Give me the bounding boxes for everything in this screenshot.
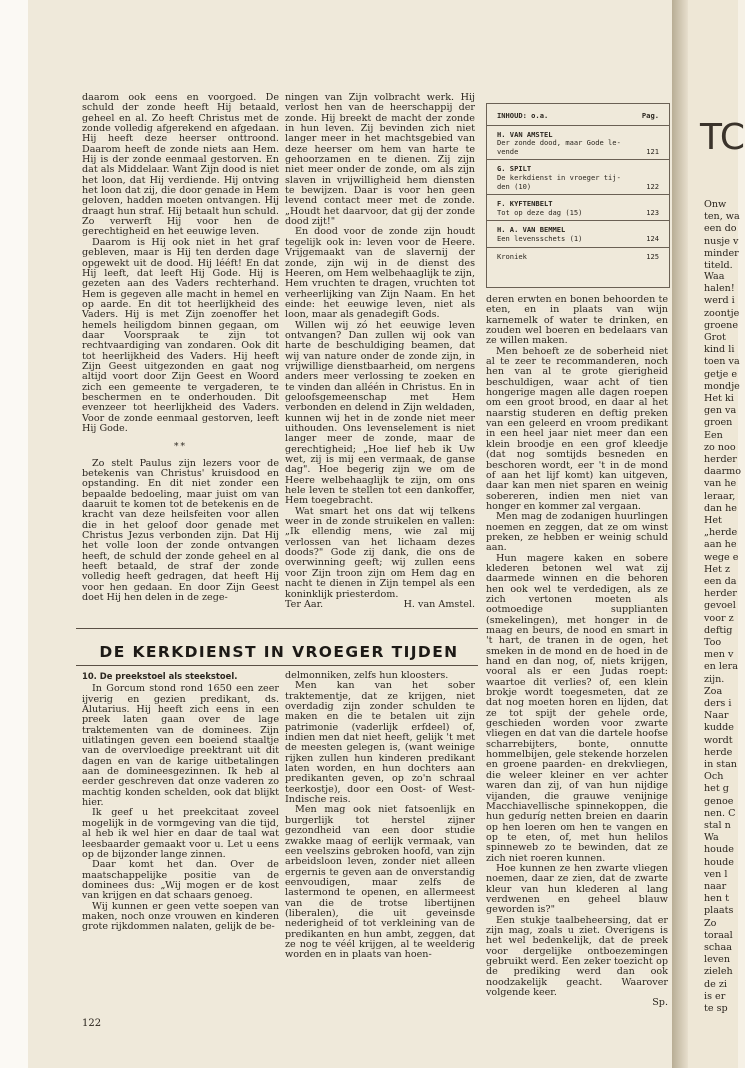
toc-author: H. A. VAN BEMMEL [497,225,566,235]
next-page-line: hen t [704,893,729,905]
next-page-line: naar [704,881,727,892]
next-page-line: Zoa [704,685,723,697]
paragraph: En dood voor de zonde zijn houdt tegelijk ook in: leven voor de Heere. Vrijgemaakt van de slavernij der zonde, zijn wij in de dienst des Heeren, om Hem welbehaaglijk te zijn, Hem vruchten te dragen, vruchten tot verheerlijking van Zijn Naam. En het einde: het eeuwige leven, niet als loon, maar als genadegift Gods. [285,226,475,321]
next-page-line: wordt [704,734,733,746]
toc-heading: INHOUD: o.a. [497,111,549,120]
next-page-line: is er [704,990,726,1002]
next-page-line: Het ki [704,393,734,404]
next-page-line: ders i [704,698,732,709]
next-page-line: Wa [704,832,719,844]
toc-row [497,235,659,244]
next-page-line: zijn. [704,673,725,685]
next-page-line: deftig [704,624,733,636]
rule-top [76,628,478,629]
next-page-line: mondje [704,380,740,392]
paragraph: Een stukje taalbeheersing, dat er zijn mag, zoals u ziet. Overigens is het wel bedenkelijk, dat de preek voor dergelijke ontboezemingen gebruikt werd. Een zeker toezicht op de prediking werd dan ook noodzakelijk geacht. Waarover volgende keer. [486,914,668,999]
left-column [82,93,279,604]
toc-row [497,183,659,192]
next-page-line: plaats [704,905,734,917]
next-page-line: genoe [704,795,734,807]
page-gutter [672,0,688,1068]
toc-page: 125 [646,251,659,261]
paragraph: Hun magere kaken en sobere klederen betonen wel wat zij daarmede winnen en die behoren hen ook wel te verdedigen, als ze zich vertonen moeten als ootmoedige supplianten (smekelingen), met honger in de maag en beurs, de nood en smart in 't hart, de tranen in de ogen, het smeken in de mond en de hoed in de hand en dan nog, of, niets krijgen, vooral als er een Judas roept: waartoe dit verlies? of, een klein brokje wordt toegesmeten, dat ze dat nog moeten horen en lijden, dat ze tot spijt der gehele orde, geschieden worden voor zwarte vliegen en dat van die dartele hoofse scharrebijters, bonte, onnutte hommelbijen, gele stekende horzelen en groene paarden- en drekvliegen, die weleer kleiner en ver achter waren dan zij, of van hun nijdige vijanden, die grauwe venijnige Macchiavellische spinnekoppen, die hun geduríg netten breien en daarin op hen loeren om hen te vangen en op te eten, of, met hun helilos spinneweb zo te bewinden, dat ze zich niet roeren kunnen. [486,552,668,864]
middle-column [285,93,475,610]
next-page-line: de zi [704,978,727,990]
toc-page-heading: Pag. [641,111,659,120]
signature-author: H. van Amstel. [403,598,475,610]
next-page-line: en lera [704,661,738,673]
toc-author: G. SPILT [497,164,532,174]
next-page-line: leven [704,954,731,966]
paragraph: Hoe kunnen ze hen zwarte vliegen noemen, daar ze zien, dat de zwarte kleur van hun klederen al lang verdwenen en geheel blauw geworden is?" [486,862,668,916]
next-page-line: voor z [704,612,734,624]
toc-entry [487,160,669,195]
next-page-line: herde [704,746,733,758]
article-column-1 [82,671,279,933]
toc-title-end: vende [497,146,519,156]
next-page-line: daarmo [704,466,742,478]
next-page-line: groene [704,319,739,331]
article-subheading: 10. De preekstoel als steekstoel. [82,671,238,681]
next-page-line: Och [704,771,724,783]
next-page-line: een da [704,576,737,587]
next-page-line: ven l [704,868,728,880]
paragraph: deren erwten en bonen behoorden te eten, en in plaats van wijn karnemelk of water te drinken, en zouden wel boeren en bedelaars van ze willen maken. [486,294,668,347]
next-page-line: Het z [704,563,731,575]
next-page-line: Een [704,429,723,441]
toc-header [487,104,669,126]
next-page-line: zo noo [704,441,736,453]
next-page-line: zoontje [704,307,740,319]
paragraph: daarom ook eens en voorgoed. De schuld der zonde heeft Hij betaald, geheel en al. Zo heeft Christus met de zonde volledig afgerekend en afgedaan. Hij heeft deze heerser onttroond. Daarom heeft de zonde niets aan Hem. Hij is der zonde eenmaal gestorven. En dat als Middelaar. Want Zijn dood is niet het loon, dat Hij verdiende. Hij ontving het loon dat zij, die door genade in Hem geloven, hadden moeten ontvangen. Hij draagt hun straf. Hij betaalt hun schuld. Zo verwerft Hij voor hen de gerechtigheid en het eeuwige leven. [82,92,279,238]
scan-margin [0,0,28,1068]
next-page-line: wege e [704,551,739,563]
next-page-line: Zo [704,917,717,929]
next-page-line: het g [704,783,729,795]
rule-bottom [76,665,478,666]
paragraph: Men behoeft ze de soberheid niet al te zeer te recommanderen, noch hen van al te grote gierigheid beschuldigen, waar acht of tien hongerige magen alle dagen roepen om een groot brood, en daar al het naarstig studeren en deftig preken van een geleerd en vroom predikant in een heel jaar niet meer dan een klein broodje en een grof kleedje (dat nog somtijds besneden en beschoren wordt, eer 't in de mond of aan het lijf komt) kan uitgeven, daar kan men niet sparen en weinig sobereren, indien men niet van honger en kommer zal vergaan. [486,345,668,512]
toc-title-end: Tot op deze dag (15) [497,207,583,217]
table-of-contents [486,103,670,288]
toc-row [497,253,659,262]
paragraph: Willen wij zó het eeuwige leven ontvangen? Dan zullen wij ook van harte de beschuldiging beamen, dat wij van nature onder de zonde zijn, in vrijwillige dienstbaarheid, om nergens anders meer verlossing te zoeken en te vinden dan alléén in Christus. En in geloofsgemeenschap met Hem verbonden en delend in Zijn weldaden, kunnen wij het in de zonde niet meer uithouden. Ons levenselement is niet langer meer de zonde, maar de gerechtigheid; „Hoe lief heb ik Uw wet, zij is mij een vermaak, de ganse dag". Hoe begerig zijn we om de Heere welbehaaglijk te zijn, om ons hele leven te stellen tot een dankoffer, Hem toegebracht. [285,319,475,507]
paragraph: In Gorcum stond rond 1650 een zeer ijverig en gezien predikant, ds. Alutarius. Hij heeft zich eens in een preek laten gaan over de lage traktementen van de dominees. Zijn uitlatingen geven een boeiend staaltje van de overvloedige preektrant uit dit dagen en van de karige uitbetalingen aan de domineesgezinnen. Ik heb al eerder geschreven dat onze vaderen zo machtig konden schelden, ook dat blijkt hier. [82,683,279,809]
next-page-line: men v [704,649,734,661]
toc-row [497,209,659,218]
signature-place: Ter Aar. [285,598,324,610]
next-page-line: getje e [704,368,738,380]
article-column-2 [285,671,475,961]
next-page-line: toraal [704,929,733,941]
next-page-line: stal n [704,820,731,831]
paragraph: Daarom is Hij ook niet in het graf gebleven, maar is Hij ten derden dage opgewekt uit de dood. Hij lééft! En dat Hij leeft, dat leeft Hij Gode. Hij is gezeten aan des Vaders rechterhand. Hem is gegeven alle macht in hemel en op aarde. En dit tot heerlijkheid des Vaders. Hij is met Zijn zoenoffer het hemels heiligdom binnen gegaan, om daar Voorspraak te zijn tot rechtvaardiging van zondaren. Ook dit tot heerlijkheid des Vaders. Hij heeft Zijn Geest uitgezonden en gaat nog altijd voort door Zijn Geest en Woord zich een gemeente te vergaderen, te beschermen en te onderhouden. Dit evenzeer tot heerlijkheid des Vaders. Voor de zonde eenmaal gestorven, leeft Hij Gode. [82,236,279,434]
toc-title-end: Een levensschets (1) [497,233,583,243]
next-page-line: dan he [704,502,737,514]
paragraph: Men kan van het sober traktementje, dat ze krijgen, niet overdadig zijn zonder schulden te maken en die te betalen uit zijn patrimonie (vaderlijk erfdeel) of, indien men dat niet heeft, gelijk 't met de meesten gelegen is, (want weinige rijken zullen hun kinderen predikant laten worden, en hun dochters aan predikanten geven, op zo'n schraal teerkostje), door een Oost- of West-Indische reis. [285,680,475,806]
section-separator: ** [174,442,187,453]
toc-author: H. VAN AMSTEL [497,129,553,139]
toc-page: 121 [646,146,659,156]
next-page-line: Waa [704,271,725,282]
next-page-line: herder [704,588,737,600]
next-page-line: aan he [704,539,737,551]
toc-entry [487,126,669,161]
next-page-line: Onw [704,199,727,210]
next-page-line: leraar, [704,490,736,502]
toc-title-line: De kerkdienst in vroeger tij- [497,172,621,182]
next-page-line: houde [704,856,734,868]
next-page-line: titeld. [704,260,733,271]
toc-page: 122 [646,181,659,191]
next-page-line: Too [704,637,722,648]
next-page-line: Het [704,515,722,526]
paragraph: ningen van Zijn volbracht werk. Hij verlost hen van de heerschappij der zonde. Hij breekt de macht der zonde in hun leven. Zij bevinden zich niet langer meer in het machtsgebied van deze heerser om hem van harte te gehoorzamen en te dienen. Zij zijn niet meer onder de zonde, om als zijn slaven in vrijwilligheid hem diensten te bewijzen. Daar is voor hen geen levend contact meer met de zonde. „Houdt het daarvoor, dat gij der zonde dood zijt!" [285,92,475,228]
next-page-line: houde [704,844,734,856]
next-page-line: schaa [704,942,732,953]
next-page-line: werd i [704,295,735,307]
next-page-line: toen va [704,356,740,368]
next-page-title: TC [700,117,745,158]
next-page-line: groen [704,417,733,429]
next-page-line: van he [704,478,737,490]
next-page-line: in stan [704,759,737,770]
paragraph: Men mag ook niet fatsoenlijk en burgerlijk tot herstel zijner gezondheid van een door studie zwakke maag of eerlijk vermaak, van een veelszins gebroken hoofd, van zijn arbeidsloon leven, zonder niet alleen ergernis te geven aan de onverstandig eenvoudigen, maar zelfs de lastermond te openen, en allermeest van die de trotse libertijnen (liberalen), die uit geveinsde nederigheid of tot verkleining van de predikanten en hun ambt, zeggen, dat ze nog te véél krijgen, al te weelderig worden en in plaats van hoen- [285,804,475,961]
toc-row [497,148,659,157]
toc-author: F. KYFTENBELT [497,199,553,209]
paragraph: Men mag de zodanigen huurlingen noemen en zeggen, dat ze om winst preken, ze hebben er weinig schuld aan. [486,511,668,554]
signature [285,600,475,610]
paragraph: Wat smart het ons dat wij telkens weer in de zonde struikelen en vallen: „Ik ellendig mens, wie zal mij verlossen van het lichaam dezes doods?" Gode zij dank, die ons de overwinning geeft; wij zullen eens voor Zijn troon zijn om Hem dag en nacht te dienen in Zijn tempel als een koninklijk priesterdom. [285,505,475,600]
next-page-line: te sp [704,1003,728,1014]
paragraph: Daar komt het dan. Over de maatschappelijke positie van de dominees dus: „Wij mogen er de kost van krijgen en dat schaars genoeg. [82,859,279,902]
toc-title-line: Der zonde dood, maar Gode le- [497,138,621,148]
toc-title-end: Kroniek [497,251,527,261]
paragraph: Ik geef u het preekcitaat zoveel mogelijk in de vormgeving van die tijd, al heb ik wel hier en daar de taal wat leesbaarder gemaakt voor u. Let u eens op de bijzonder lange zinnen. [82,807,279,860]
next-page-line: gen va [704,405,737,417]
next-page-line: gevoel [704,600,736,612]
toc-page: 123 [646,207,659,217]
next-page-line: „herde [704,527,738,539]
next-page-line: kudde [704,722,734,734]
signature: Sp. [652,997,668,1009]
next-page-line: halen! [704,283,735,295]
next-page-line: een do [704,223,737,235]
article-headline: DE KERKDIENST IN VROEGER TIJDEN [99,643,459,661]
next-page-line: ten, wa [704,211,740,223]
toc-entry [487,221,669,247]
next-page-line: kind li [704,344,735,356]
paragraph: Zo stelt Paulus zijn lezers voor de betekenis van Christus' kruisdood en opstanding. En dit niet zonder een bepaalde bedoeling, maar juist om van daaruit te komen tot de betekenis en de kracht van deze heilsfeiten voor allen die in het geloof door genade met Christus Jezus verbonden zijn. Dat Hij het volle loon der zonde ontvangen heeft, de schuld der zonde geheel en al heeft betaald, de straf der zonde volledig heeft gedragen, dat heeft Hij voor hen gedaan. En door Zijn Geest doet Hij hen delen in de zege- [82,457,279,604]
toc-title-end: den (10) [497,181,532,191]
toc-entry [487,248,669,265]
next-page-line: Grot [704,332,726,343]
toc-entry [487,195,669,221]
next-page-line: minder [704,247,739,259]
next-page-line: zieleh [704,966,733,978]
next-page-line: herder [704,454,737,465]
right-column [486,295,668,1009]
page-number: 122 [82,1018,102,1029]
next-page-line: nusje v [704,235,739,247]
next-page-line: Naar [704,710,729,722]
paragraph: Wij kunnen er geen vette soepen van maken, noch onze vrouwen en kinderen grote rijkdommen nalaten, gelijk de be- [82,900,279,933]
toc-page: 124 [646,233,659,243]
next-page-line: nen. C [704,807,736,819]
paragraph: delmonniken, zelfs hun kloosters. [285,670,449,681]
